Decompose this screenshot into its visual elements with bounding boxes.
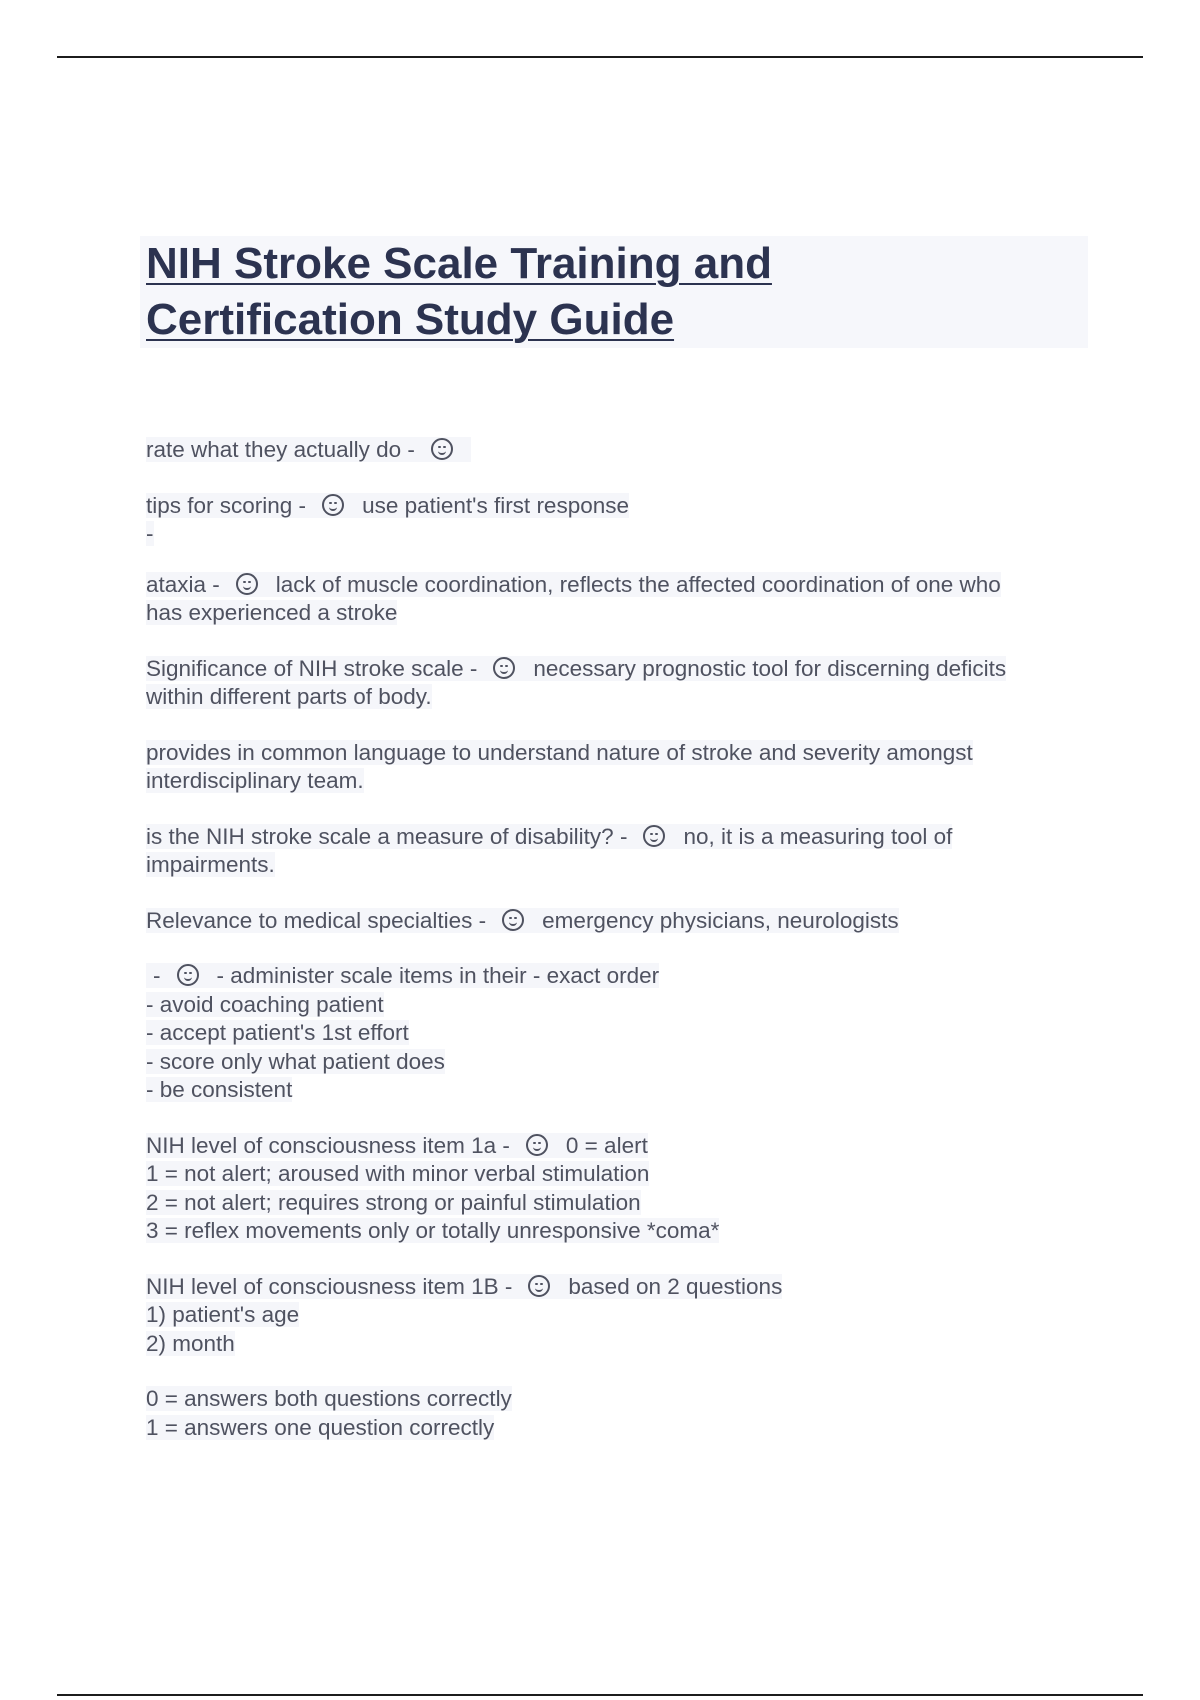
- bottom-rule: [57, 1694, 1143, 1696]
- entry-term: tips for scoring -: [146, 492, 307, 518]
- entry-answer-continued: within different parts of body.: [146, 684, 432, 709]
- flashcard-entry: [146, 1132, 1091, 1246]
- list-line: 2) month: [146, 1330, 235, 1356]
- document-title: [146, 236, 772, 348]
- study-guide-content: [146, 436, 1091, 1469]
- smiley-face-icon: [493, 657, 515, 679]
- entry-answer-continued: impairments.: [146, 852, 275, 877]
- flashcard-entry: [146, 571, 1091, 628]
- flashcard-entry: [146, 1273, 1091, 1359]
- entry-answer: 0 = alert: [565, 1132, 648, 1158]
- title-line-1: NIH Stroke Scale Training and: [146, 239, 772, 288]
- list-line: 1 = answers one question correctly: [146, 1414, 495, 1440]
- entry-term: NIH level of consciousness item 1a -: [146, 1132, 510, 1158]
- list-line: 0 = answers both questions correctly: [146, 1386, 512, 1411]
- smiley-face-icon: [177, 964, 199, 986]
- paragraph-line: interdisciplinary team.: [146, 768, 364, 793]
- title-line-2: Certification Study Guide: [146, 295, 675, 344]
- paragraph-line: provides in common language to understand nature of stroke and severity amongst: [146, 739, 973, 765]
- flashcard-entry: [146, 823, 1091, 880]
- flashcard-entry: [146, 1385, 1091, 1442]
- flashcard-entry: [146, 907, 1091, 936]
- smiley-face-icon: [502, 909, 524, 931]
- entry-answer-continued: has experienced a stroke: [146, 600, 398, 625]
- list-line: - score only what patient does: [146, 1048, 445, 1074]
- entry-term: Relevance to medical specialties -: [146, 907, 487, 933]
- smiley-face-icon: [643, 825, 665, 847]
- paragraph: [146, 739, 1091, 796]
- list-line: 2 = not alert; requires strong or painful stimulation: [146, 1189, 641, 1215]
- entry-answer: lack of muscle coordination, reflects the affected coordination of one who: [275, 571, 1001, 597]
- smiley-face-icon: [528, 1275, 550, 1297]
- list-line: - accept patient's 1st effort: [146, 1020, 409, 1045]
- entry-answer: necessary prognostic tool for discerning deficits: [533, 655, 1007, 681]
- list-line: - be consistent: [146, 1077, 293, 1102]
- smiley-face-icon: [431, 438, 453, 460]
- entry-term: is the NIH stroke scale a measure of disability? -: [146, 823, 628, 849]
- list-line: 1) patient's age: [146, 1302, 300, 1327]
- flashcard-entry: [146, 655, 1091, 712]
- top-rule: [57, 56, 1143, 58]
- entry-term: rate what they actually do -: [146, 437, 415, 462]
- flashcard-entry: [146, 492, 1091, 549]
- entry-answer: - administer scale items in their - exact order: [216, 963, 660, 988]
- entry-answer: emergency physicians, neurologists: [542, 907, 899, 933]
- smiley-face-icon: [526, 1134, 548, 1156]
- entry-answer: no, it is a measuring tool of: [683, 823, 953, 849]
- entry-answer: use patient's first response: [362, 492, 629, 518]
- entry-extra: -: [146, 521, 154, 546]
- flashcard-entry: [146, 436, 1091, 465]
- entry-term: NIH level of consciousness item 1B -: [146, 1273, 513, 1299]
- smiley-face-icon: [236, 573, 258, 595]
- smiley-face-icon: [322, 494, 344, 516]
- list-line: - avoid coaching patient: [146, 991, 384, 1017]
- list-line: 1 = not alert; aroused with minor verbal stimulation: [146, 1161, 650, 1186]
- entry-term: -: [153, 963, 161, 988]
- entry-term: ataxia -: [146, 571, 220, 597]
- list-line: 3 = reflex movements only or totally unresponsive *coma*: [146, 1218, 720, 1243]
- entry-answer: based on 2 questions: [568, 1273, 783, 1299]
- flashcard-entry: [146, 962, 1091, 1105]
- entry-term: Significance of NIH stroke scale -: [146, 655, 478, 681]
